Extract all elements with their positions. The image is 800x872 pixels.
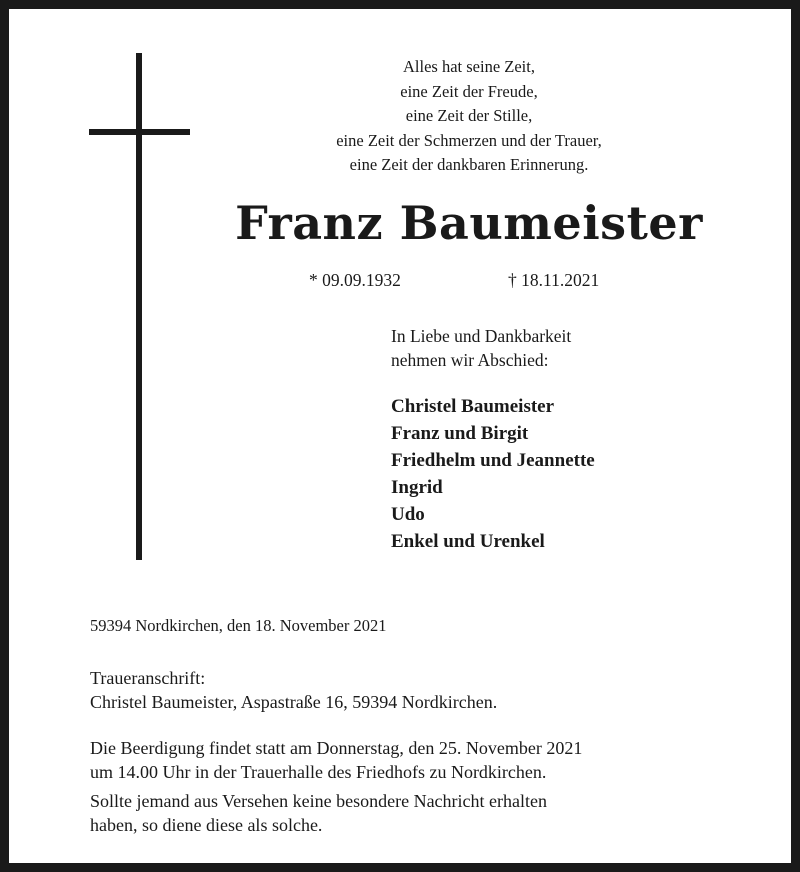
poem [269, 55, 669, 178]
place-and-date: 59394 Nordkirchen, den 18. November 2021 [90, 616, 387, 635]
mourner-name: Franz und Birgit [391, 423, 529, 444]
mourner-name: Friedhelm und Jeannette [391, 450, 595, 471]
mourner-name: Ingrid [391, 477, 443, 498]
cross-icon-crossbar [89, 129, 190, 135]
mourners-list [391, 393, 595, 555]
birth-date: * 09.09.1932 [309, 270, 401, 290]
address-label: Traueranschrift: [90, 668, 206, 688]
farewell-text [391, 324, 571, 372]
deceased-name: Franz Baumeister [235, 196, 703, 250]
poem-line: Alles hat seine Zeit, [403, 57, 535, 76]
mourner-name: Enkel und Urenkel [391, 531, 545, 552]
farewell-line: In Liebe und Dankbarkeit [391, 326, 572, 346]
funeral-line: Die Beerdigung findet statt am Donnerstag, den 25. November 2021 [90, 738, 583, 758]
notice-text [90, 789, 547, 837]
notice-line: Sollte jemand aus Versehen keine besondere Nachricht erhalten [90, 791, 547, 811]
mourning-address [90, 666, 497, 714]
mourner-name: Udo [391, 504, 425, 525]
poem-line: eine Zeit der dankbaren Erinnerung. [349, 155, 589, 174]
death-date: † 18.11.2021 [508, 270, 600, 290]
funeral-line: um 14.00 Uhr in der Trauerhalle des Friedhofs zu Nordkirchen. [90, 762, 547, 782]
farewell-line: nehmen wir Abschied: [391, 350, 549, 370]
mourner-name: Christel Baumeister [391, 396, 555, 417]
notice-line: haben, so diene diese als solche. [90, 815, 323, 835]
poem-line: eine Zeit der Stille, [405, 106, 533, 125]
poem-line: eine Zeit der Schmerzen und der Trauer, [336, 130, 602, 150]
funeral-info [90, 736, 582, 784]
poem-line: eine Zeit der Freude, [400, 81, 538, 101]
address-text: Christel Baumeister, Aspastraße 16, 59394 Nordkirchen. [90, 692, 498, 712]
